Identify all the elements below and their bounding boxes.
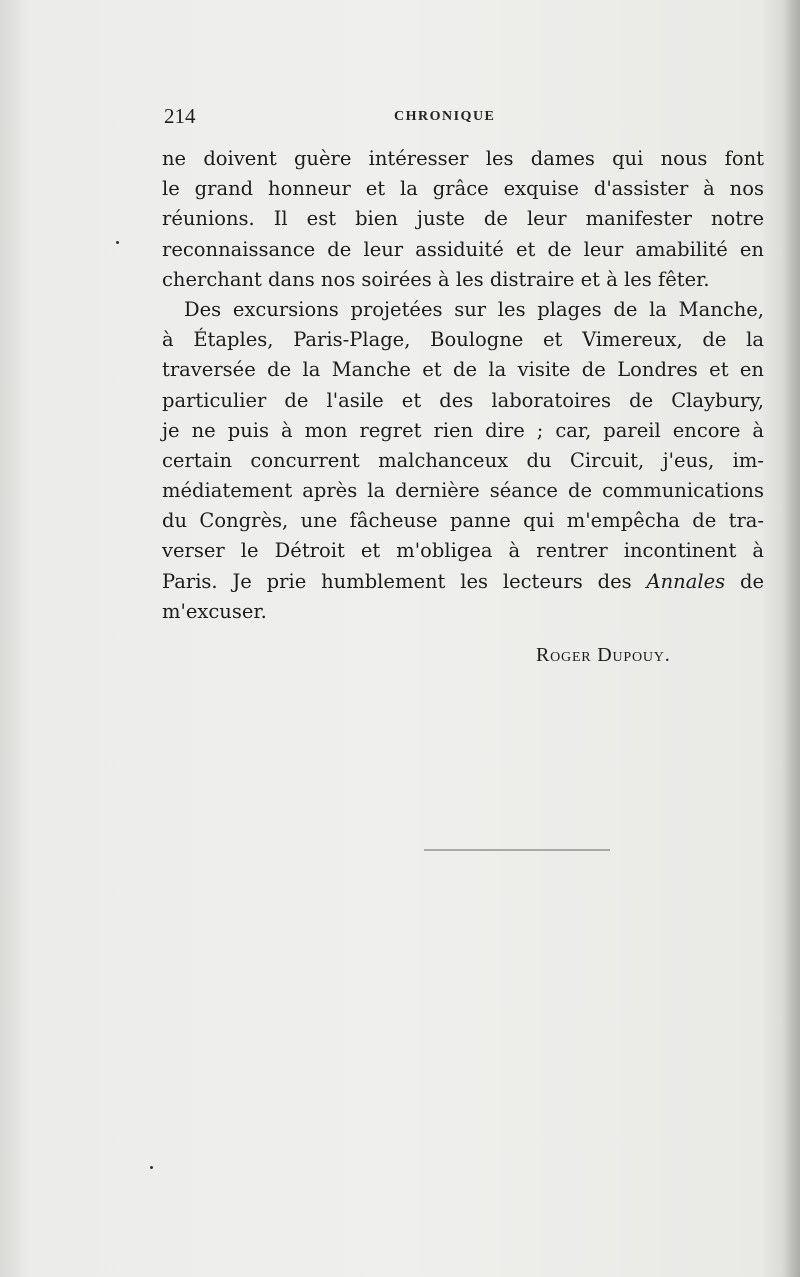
text-line-with-italic	[162, 567, 764, 597]
body-text	[162, 144, 764, 627]
speck-mark	[116, 241, 119, 244]
text-segment: de	[725, 569, 764, 593]
text-line: le grand honneur et la grâce exquise d'assister à nos	[162, 177, 764, 201]
text-line: à Étaples, Paris-Plage, Boulogne et Vimereux, de la	[162, 328, 764, 352]
text-line: particulier de l'asile et des laboratoires de Claybury,	[162, 388, 764, 412]
text-line: reconnaissance de leur assiduité et de leur amabilité en	[162, 237, 764, 261]
text-line: réunions. Il est bien juste de leur manifester notre	[162, 207, 764, 231]
text-line: ne doivent guère intéresser les dames qui nous font	[162, 147, 764, 170]
text-line: m'excuser.	[162, 599, 267, 623]
italic-title: Annales	[646, 569, 726, 593]
text-line: verser le Détroit et m'obligea à rentrer incontinent à	[162, 539, 764, 563]
text-line: je ne puis à mon regret rien dire ; car, pareil encore à	[162, 418, 764, 442]
text-line: cherchant dans nos soirées à les distraire et à les fêter.	[162, 267, 710, 291]
page-number: 214	[164, 104, 196, 128]
text-line: du Congrès, une fâcheuse panne qui m'empêcha de tra-	[162, 509, 764, 533]
text-line: Des excursions projetées sur les plages de la Manche,	[184, 297, 764, 321]
text-line: traversée de la Manche et de la visite de Londres et en	[162, 358, 764, 382]
text-line: certain concurrent malchanceux du Circuit, j'eus, im-	[162, 448, 764, 472]
page-edge-shadow	[782, 0, 800, 1277]
page-header	[164, 104, 764, 128]
text-line: médiatement après la dernière séance de communications	[162, 479, 764, 503]
author-signature: Roger Dupouy.	[536, 644, 671, 666]
text-segment: Paris. Je prie humblement les lecteurs des	[162, 569, 647, 593]
separator-rule	[424, 849, 610, 851]
running-head: CHRONIQUE	[394, 109, 496, 124]
speck-mark	[150, 1166, 153, 1169]
